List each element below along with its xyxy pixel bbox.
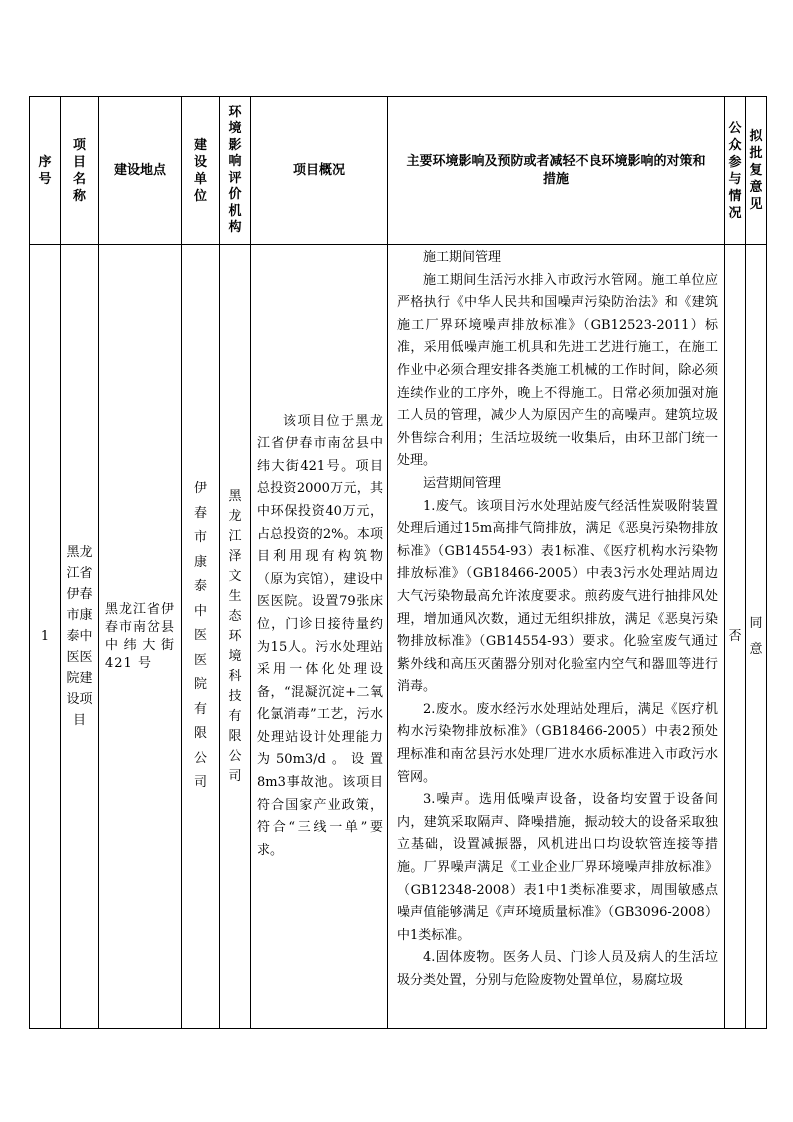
header-name: 项目名称 bbox=[61, 97, 99, 245]
approval-table bbox=[29, 96, 767, 1029]
header-overview: 项目概况 bbox=[251, 97, 388, 245]
measures-paragraph: 运营期间管理 bbox=[423, 475, 502, 491]
cell-opinion: 同意 bbox=[746, 245, 767, 1029]
measures-paragraph: 1.废气。该项目污水处理站废气经活性炭吸附装置处理后通过15m高排气筒排放，满足《恶臭污染物排放标准》（GB14554-93）表1标准、《医疗机构水污染物排放标准》（GB18466-2005）中表3污水处理站周边大气污染物最高允许浓度要求。煎药废气进行抽排风处理，增加通风次数，通过无组织排放，满足《恶臭污染物排放标准》（GB14554-93）要求。化验室废气通过紫外线和高压灭菌器分别对化验室内空气和器皿等进行消毒。 bbox=[397, 498, 718, 695]
header-unit: 建设单位 bbox=[182, 97, 220, 245]
measures-paragraph: 施工期间管理 bbox=[423, 250, 502, 265]
measures-paragraph: 施工期间生活污水排入市政污水管网。施工单位应严格执行《中华人民共和国噪声污染防治法》和《建筑施工厂界环境噪声排放标准》（GB12523-2011）标准，采用低噪声施工机具和先进工艺进行施工，在施工作业中必须合理安排各类施工机械的工作时间，除必须连续作业的工序外，晚上不得施工。日常必须加强对施工人员的管理，减少人为原因产生的高噪声。建筑垃圾外售综合利用；生活垃圾统一收集后，由环卫部门统一处理。 bbox=[397, 272, 718, 469]
cell-project-name: 黑龙江省伊春市康泰中医医院建设项目 bbox=[61, 245, 99, 1029]
header-measures: 主要环境影响及预防或者减轻不良环境影响的对策和措施 bbox=[388, 97, 725, 245]
cell-public: 否 bbox=[725, 245, 746, 1029]
measures-paragraph: 4.固体废物。医务人员、门诊人员及病人的生活垃圾分类处置，分别与危险废物处置单位，易腐垃圾 bbox=[397, 950, 718, 988]
header-opinion: 拟批复意见 bbox=[746, 97, 767, 245]
header-location: 建设地点 bbox=[99, 97, 182, 245]
header-public: 公众参与情况 bbox=[725, 97, 746, 245]
cell-unit: 伊春市康泰中医医院有限公司 bbox=[182, 245, 220, 1029]
cell-overview: 该项目位于黑龙江省伊春市南岔县中纬大街421号。项目总投资2000万元，其中环保投资40万元，占总投资的2%。本项目利用现有构筑物（原为宾馆），建设中医医院。设置79张床位，门诊日接待量约为15人。污水处理站采用一体化处理设备，“混凝沉淀+二氧化氯消毒”工艺，污水处理站设计处理能力为50m3/d。设置8m3事故池。该项目符合国家产业政策，符合“三线一单”要求。 bbox=[251, 245, 388, 1029]
cell-eia-org: 黑龙江泽文生态环境科技有限公司 bbox=[220, 245, 251, 1029]
header-eia-org: 环境影响评价机构 bbox=[220, 97, 251, 245]
cell-measures bbox=[388, 245, 725, 1029]
measures-paragraph: 3.噪声。选用低噪声设备，设备均安置于设备间内，建筑采取隔声、降噪措施，振动较大的设备采取独立基础，设置减振器，风机进出口均设软管连接等措施。厂界噪声满足《工业企业厂界环境噪声排放标准》（GB12348-2008）表1中1类标准要求，周围敏感点噪声值能够满足《声环境质量标准》（GB3096-2008）中1类标准。 bbox=[397, 792, 718, 943]
cell-seq: 1 bbox=[30, 245, 61, 1029]
measures-paragraph: 2.废水。废水经污水处理站处理后，满足《医疗机构水污染物排放标准》（GB18466-2005）中表2预处理标准和南岔县污水处理厂进水水质标准进入市政污水管网。 bbox=[397, 701, 718, 785]
table-row bbox=[30, 245, 767, 1029]
header-row bbox=[30, 97, 767, 245]
measures-text bbox=[397, 247, 718, 1028]
header-seq: 序号 bbox=[30, 97, 61, 245]
cell-location: 黑龙江省伊春市南岔县中纬大街 421 号 bbox=[99, 245, 182, 1029]
